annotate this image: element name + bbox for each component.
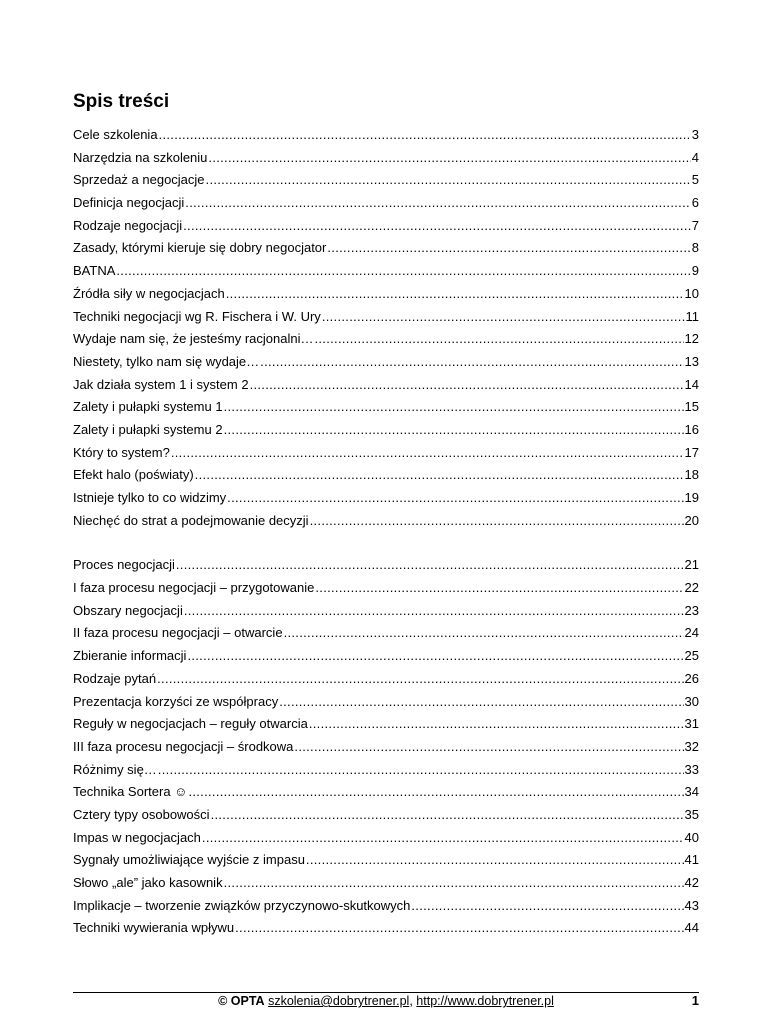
toc-entry-page: 31 — [684, 716, 699, 732]
toc-dot-leader — [158, 759, 684, 782]
toc-dot-leader — [224, 396, 684, 419]
toc-entry-page: 33 — [684, 761, 699, 777]
toc-group — [73, 554, 699, 940]
toc-entry-page: 13 — [684, 353, 699, 369]
toc-entry[interactable] — [73, 622, 699, 645]
toc-entry[interactable] — [73, 215, 699, 238]
toc-dot-leader — [202, 827, 684, 850]
toc-dot-leader — [310, 510, 684, 533]
toc-entry[interactable] — [73, 872, 699, 895]
toc-entry[interactable] — [73, 260, 699, 283]
toc-entry-page: 22 — [684, 580, 699, 596]
toc-entry-page: 9 — [691, 263, 699, 279]
toc-entry-label: Implikacje – tworzenie związków przyczynowo-skutkowych — [73, 897, 411, 913]
footer-brand: © OPTA — [218, 994, 265, 1008]
toc-entry[interactable] — [73, 691, 699, 714]
toc-entry-label: Niestety, tylko nam się wydaje… — [73, 353, 260, 369]
toc-entry-page: 24 — [684, 625, 699, 641]
toc-dot-leader — [171, 442, 684, 465]
toc-entry[interactable] — [73, 917, 699, 940]
toc-dot-leader — [211, 804, 684, 827]
toc-entry-page: 43 — [684, 897, 699, 913]
toc-dot-leader — [206, 169, 691, 192]
toc-entry-label: Prezentacja korzyści ze współpracy — [73, 693, 279, 709]
toc-dot-leader — [250, 374, 684, 397]
toc-dot-leader — [294, 736, 683, 759]
toc-dot-leader — [279, 691, 683, 714]
toc-entry-page: 44 — [684, 920, 699, 936]
toc-entry[interactable] — [73, 328, 699, 351]
toc-entry-label: Rodzaje pytań — [73, 670, 157, 686]
toc-dot-leader — [224, 872, 684, 895]
toc-entry-page: 26 — [684, 670, 699, 686]
toc-dot-leader — [185, 192, 690, 215]
toc-entry-label: Niechęć do strat a podejmowanie decyzji — [73, 512, 309, 528]
toc-dot-leader — [226, 283, 684, 306]
toc-dot-leader — [284, 622, 684, 645]
page-title: Spis treści — [73, 91, 170, 112]
toc-entry[interactable] — [73, 124, 699, 147]
toc-entry[interactable] — [73, 781, 699, 804]
toc-entry[interactable] — [73, 192, 699, 215]
toc-dot-leader — [235, 917, 683, 940]
table-of-contents — [73, 124, 699, 940]
toc-entry-label: Słowo „ale” jako kasownik — [73, 875, 223, 890]
toc-dot-leader — [322, 306, 685, 329]
toc-entry-label: BATNA — [73, 263, 116, 279]
toc-dot-leader — [260, 351, 683, 374]
toc-entry[interactable] — [73, 577, 699, 600]
toc-entry-label: Definicja negocjacji — [73, 195, 185, 211]
toc-entry[interactable] — [73, 396, 699, 419]
toc-entry-page: 41 — [684, 852, 699, 868]
toc-entry[interactable] — [73, 713, 699, 736]
toc-entry-page: 17 — [684, 444, 699, 460]
toc-entry-page: 4 — [691, 149, 699, 165]
toc-dot-leader — [306, 849, 684, 872]
toc-entry-page: 35 — [684, 806, 699, 822]
toc-entry[interactable] — [73, 419, 699, 442]
toc-entry-page: 23 — [684, 602, 699, 618]
toc-entry[interactable] — [73, 464, 699, 487]
toc-entry-label: Narzędzia na szkoleniu — [73, 149, 208, 165]
toc-entry-label: Zasady, którymi kieruje się dobry negocjator — [73, 240, 327, 256]
toc-entry-label: Który to system? — [73, 444, 170, 460]
toc-entry-page: 3 — [691, 127, 699, 142]
toc-dot-leader — [176, 554, 684, 577]
toc-entry[interactable] — [73, 645, 699, 668]
toc-dot-leader — [184, 600, 684, 623]
toc-entry-label: Techniki wywierania wpływu — [73, 920, 235, 936]
toc-entry-label: II faza procesu negocjacji – otwarcie — [73, 625, 283, 641]
toc-dot-leader — [315, 577, 683, 600]
toc-entry-page: 32 — [684, 738, 699, 754]
toc-entry-page: 12 — [684, 331, 699, 347]
toc-dot-leader — [187, 645, 683, 668]
toc-entry-page: 14 — [684, 376, 699, 392]
toc-entry-label: Zalety i pułapki systemu 1 — [73, 399, 223, 415]
toc-entry-label: Jak działa system 1 i system 2 — [73, 376, 249, 392]
toc-entry-page: 40 — [684, 829, 699, 845]
page-footer — [73, 993, 699, 1009]
toc-entry[interactable] — [73, 283, 699, 306]
toc-entry-page: 19 — [684, 490, 699, 505]
toc-dot-leader — [195, 464, 684, 487]
toc-entry[interactable] — [73, 237, 699, 260]
footer-separator: , — [409, 994, 413, 1008]
toc-dot-leader — [159, 124, 691, 147]
toc-entry[interactable] — [73, 351, 699, 374]
footer-website-link[interactable]: http://www.dobrytrener.pl — [416, 994, 554, 1008]
toc-entry-label: I faza procesu negocjacji – przygotowanie — [73, 580, 315, 596]
toc-dot-leader — [208, 147, 690, 170]
toc-entry-label: Wydaje nam się, że jesteśmy racjonalni… — [73, 331, 314, 347]
toc-entry-page: 8 — [691, 240, 699, 256]
toc-entry-label: Sygnały umożliwiające wyjście z impasu — [73, 852, 305, 868]
toc-entry-label: III faza procesu negocjacji – środkowa — [73, 738, 294, 754]
toc-entry-page: 11 — [685, 308, 699, 324]
toc-dot-leader — [224, 419, 684, 442]
toc-entry-label: Cele szkolenia — [73, 127, 158, 142]
toc-entry-page: 34 — [684, 784, 699, 800]
toc-dot-leader — [411, 895, 683, 918]
toc-entry-page: 21 — [684, 557, 699, 573]
toc-entry-label: Cztery typy osobowości — [73, 806, 210, 822]
toc-entry-page: 15 — [684, 399, 699, 415]
toc-entry[interactable] — [73, 306, 699, 329]
toc-entry-label: Różnimy się… — [73, 761, 157, 777]
toc-entry[interactable] — [73, 147, 699, 170]
toc-dot-leader — [183, 215, 691, 238]
toc-entry[interactable] — [73, 510, 699, 533]
toc-dot-leader — [314, 328, 683, 351]
toc-entry-label: Technika Sortera ☺ — [73, 784, 188, 800]
toc-dot-leader — [327, 237, 690, 260]
toc-entry-label: Sprzedaż a negocjacje — [73, 172, 205, 188]
toc-entry-page: 30 — [684, 693, 699, 709]
toc-entry-page: 10 — [684, 285, 699, 301]
toc-entry-label: Rodzaje negocjacji — [73, 217, 183, 233]
toc-entry-page: 16 — [684, 421, 699, 437]
toc-entry-label: Reguły w negocjacjach – reguły otwarcia — [73, 716, 308, 732]
toc-entry-page: 18 — [684, 467, 699, 483]
toc-group — [73, 124, 699, 532]
toc-entry[interactable] — [73, 442, 699, 465]
toc-entry[interactable] — [73, 668, 699, 691]
toc-entry[interactable] — [73, 736, 699, 759]
toc-entry-label: Zalety i pułapki systemu 2 — [73, 421, 223, 437]
toc-entry-page: 6 — [691, 195, 699, 211]
toc-entry[interactable] — [73, 895, 699, 918]
toc-entry[interactable] — [73, 554, 699, 577]
toc-entry-label: Impas w negocjacjach — [73, 829, 201, 845]
toc-entry-label: Zbieranie informacji — [73, 648, 187, 664]
toc-entry-label: Źródła siły w negocjacjach — [73, 285, 225, 301]
toc-entry-label: Istnieje tylko to co widzimy — [73, 490, 227, 505]
toc-entry-page: 5 — [691, 172, 699, 188]
toc-entry-page: 25 — [684, 648, 699, 664]
toc-entry-label: Efekt halo (poświaty) — [73, 467, 194, 483]
toc-entry[interactable] — [73, 804, 699, 827]
toc-entry-page: 7 — [691, 217, 699, 233]
toc-entry[interactable] — [73, 827, 699, 850]
toc-dot-leader — [116, 260, 690, 283]
toc-dot-leader — [309, 713, 684, 736]
footer-page-number: 1 — [691, 993, 699, 1008]
toc-entry-label: Proces negocjacji — [73, 557, 175, 573]
toc-entry[interactable] — [73, 374, 699, 397]
toc-entry[interactable] — [73, 759, 699, 782]
toc-entry-label: Obszary negocjacji — [73, 602, 183, 618]
toc-entry[interactable] — [73, 169, 699, 192]
toc-entry[interactable] — [73, 849, 699, 872]
toc-entry-label: Techniki negocjacji wg R. Fischera i W. Ury — [73, 308, 321, 324]
toc-entry[interactable] — [73, 487, 699, 510]
toc-entry-page: 20 — [684, 512, 699, 528]
toc-entry-page: 42 — [684, 875, 699, 890]
toc-dot-leader — [227, 487, 683, 510]
toc-dot-leader — [188, 781, 683, 804]
toc-dot-leader — [157, 668, 683, 691]
footer-email-link[interactable]: szkolenia@dobrytrener.pl — [268, 994, 410, 1008]
toc-entry[interactable] — [73, 600, 699, 623]
